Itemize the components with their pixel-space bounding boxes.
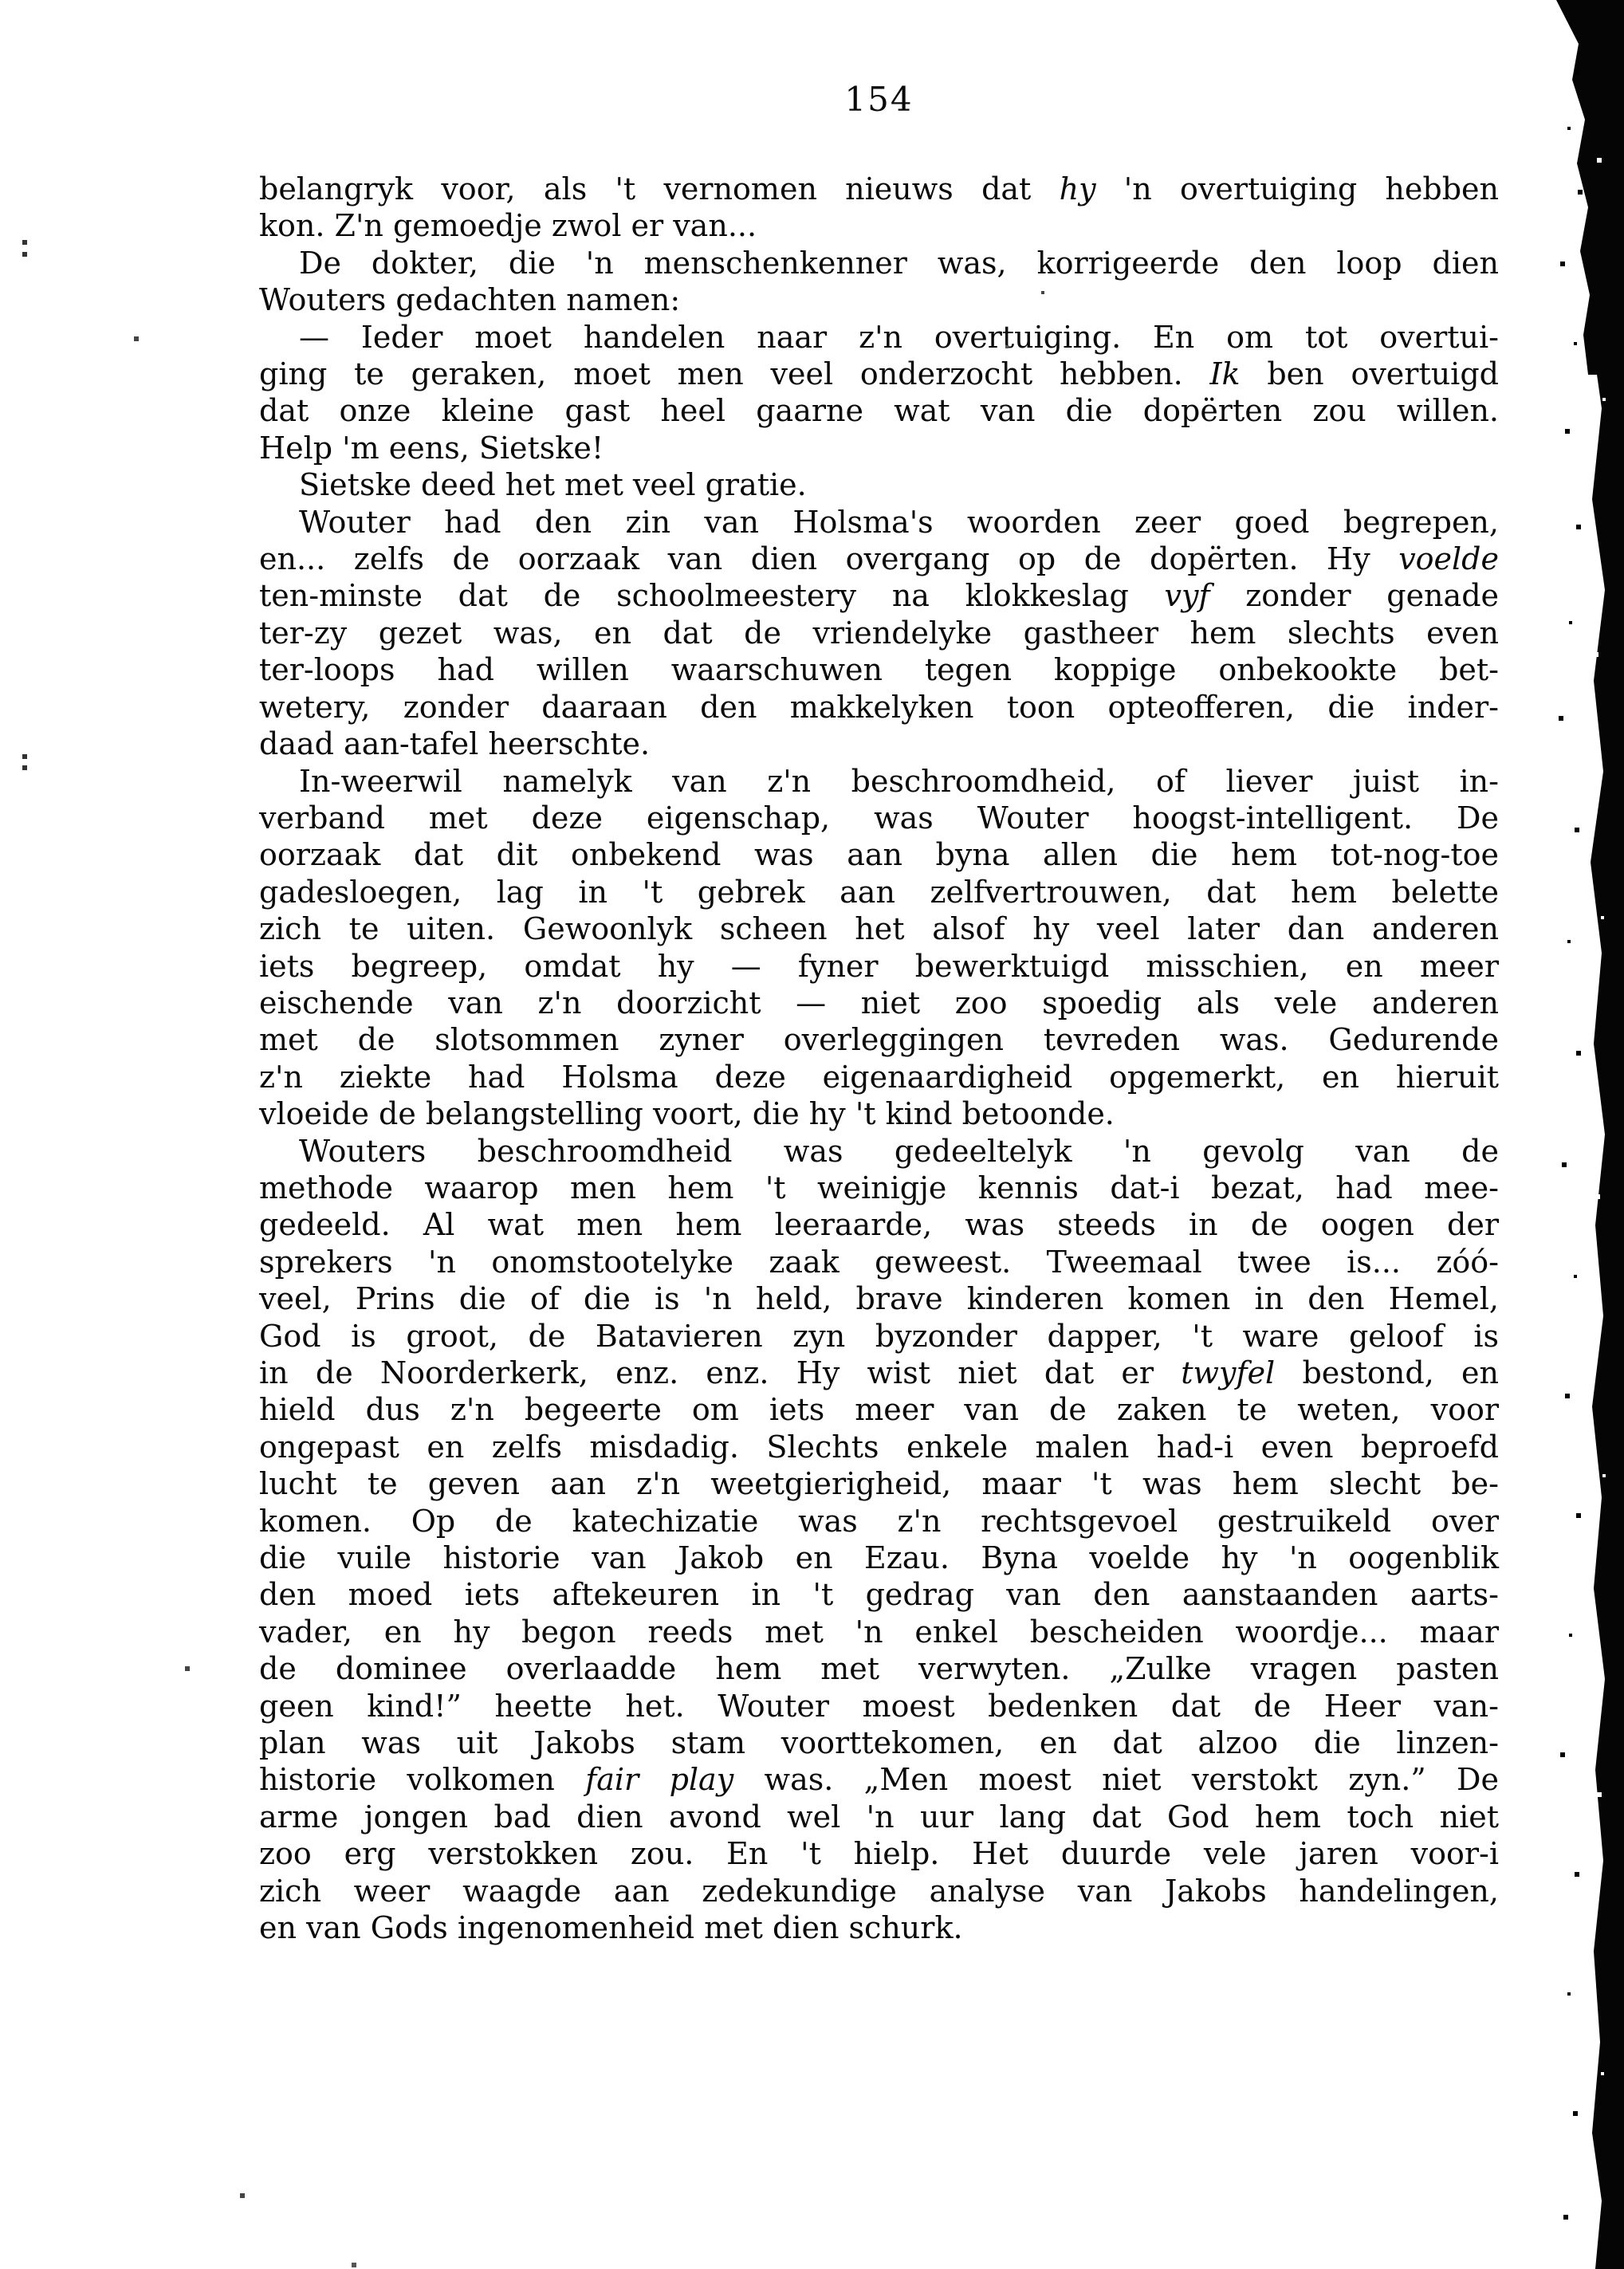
text-segment: ben overtuigd — [1240, 356, 1499, 392]
text-segment: plan was uit Jakobs stam voorttekomen, en dat alzoo die linzen- — [259, 1725, 1499, 1761]
text-line — [259, 651, 1499, 688]
text-line — [259, 1206, 1499, 1243]
text-block — [259, 171, 1499, 1947]
text-line — [259, 1059, 1499, 1095]
text-line — [259, 1391, 1499, 1428]
text-segment: Wouters beschroomdheid was gedeeltelyk 'n gevolg van de — [299, 1133, 1499, 1169]
text-segment: en... zelfs de oorzaak van dien overgang op de dopërten. Hy — [259, 541, 1399, 577]
text-line — [259, 466, 1499, 503]
italic-text-segment: voelde — [1398, 541, 1499, 577]
text-line — [259, 577, 1499, 614]
text-line — [259, 1724, 1499, 1761]
text-segment: verband met deze eigenschap, was Wouter hoogst-intelligent. De — [259, 800, 1499, 836]
margin-specks — [0, 0, 2, 2]
text-segment: Sietske deed het met veel gratie. — [299, 467, 807, 503]
text-segment: daad aan-tafel heerschte. — [259, 726, 651, 762]
text-segment: kon. Z'n gemoedje zwol er van... — [259, 208, 757, 244]
text-segment: De dokter, die 'n menschenkenner was, korrigeerde den loop dien — [299, 245, 1499, 281]
text-line — [259, 1318, 1499, 1355]
text-segment: sprekers 'n onomstootelyke zaak geweest. Tweemaal twee is... zóó- — [259, 1244, 1499, 1280]
text-line — [259, 541, 1499, 577]
text-segment: de dominee overlaadde hem met verwyten. „Zulke vragen pasten — [259, 1651, 1499, 1687]
text-segment: methode waarop men hem 't weinigje kennis dat-i bezat, had mee- — [259, 1170, 1499, 1205]
text-line — [259, 726, 1499, 762]
text-segment: gedeeld. Al wat men hem leeraarde, was steeds in de oogen der — [259, 1207, 1499, 1243]
text-segment: die vuile historie van Jakob en Ezau. Byna voelde hy 'n oogenblik — [259, 1540, 1499, 1576]
text-segment: 'n overtuiging hebben — [1095, 171, 1500, 206]
text-line — [259, 800, 1499, 836]
text-line — [259, 615, 1499, 651]
text-line — [259, 1873, 1499, 1909]
text-line — [259, 1429, 1499, 1465]
text-segment: komen. Op de katechizatie was z'n rechtsgevoel gestruikeld over — [259, 1503, 1499, 1539]
text-segment: ter-loops had willen waarschuwen tegen koppige onbekookte bet- — [259, 652, 1499, 688]
text-segment: in de Noorderkerk, enz. enz. Hy wist niet dat er — [259, 1355, 1182, 1390]
text-line — [259, 1650, 1499, 1687]
page-number: 154 — [844, 80, 914, 119]
text-segment: ging te geraken, moet men veel onderzocht hebben. — [259, 356, 1210, 392]
text-segment: met de slotsommen zyner overleggingen tevreden was. Gedurende — [259, 1022, 1499, 1058]
text-segment: Wouter had den zin van Holsma's woorden zeer goed begrepen, — [299, 504, 1499, 540]
text-line — [259, 836, 1499, 873]
italic-text-segment: hy — [1059, 171, 1096, 206]
italic-text-segment: vyf — [1164, 578, 1210, 614]
text-line — [259, 1280, 1499, 1317]
text-line — [259, 1688, 1499, 1724]
text-line — [259, 430, 1499, 466]
text-segment: dat onze kleine gast heel gaarne wat van die dopërten zou willen. — [259, 393, 1499, 429]
text-segment: veel, Prins die of die is 'n held, brave kinderen komen in den Hemel, — [259, 1281, 1499, 1317]
text-segment: geen kind!” heette het. Wouter moest bedenken dat de Heer van- — [259, 1688, 1499, 1724]
text-line — [259, 1170, 1499, 1206]
text-segment: vader, en hy begon reeds met 'n enkel bescheiden woordje... maar — [259, 1614, 1499, 1650]
text-line — [259, 1244, 1499, 1280]
text-line — [259, 948, 1499, 985]
text-segment: en van Gods ingenomenheid met dien schurk. — [259, 1910, 963, 1946]
text-line — [259, 1835, 1499, 1872]
text-segment: was. „Men moest niet verstokt zyn.” De — [733, 1762, 1500, 1798]
text-line — [259, 1095, 1499, 1132]
text-segment: ten-minste dat de schoolmeestery na klokkeslag — [259, 578, 1165, 614]
scan-edge-top-artifact — [1548, 0, 1624, 375]
text-segment: zoo erg verstokken zou. En 't hielp. Het duurde vele jaren voor-i — [259, 1836, 1499, 1872]
text-line — [259, 763, 1499, 800]
text-line — [259, 1761, 1499, 1798]
text-line — [259, 1355, 1499, 1391]
text-segment: zich te uiten. Gewoonlyk scheen het alsof hy veel later dan anderen — [259, 911, 1499, 947]
text-line — [259, 1021, 1499, 1058]
text-segment: God is groot, de Batavieren zyn byzonder dapper, 't ware geloof is — [259, 1318, 1499, 1354]
italic-text-segment: Ik — [1209, 356, 1241, 392]
text-segment: den moed iets aftekeuren in 't gedrag van den aanstaanden aarts- — [259, 1577, 1499, 1613]
text-segment: lucht te geven aan z'n weetgierigheid, maar 't was hem slecht be- — [259, 1466, 1499, 1502]
text-segment: belangryk voor, als 't vernomen nieuws dat — [259, 171, 1060, 206]
text-segment: wetery, zonder daaraan den makkelyken toon opteofferen, die inder- — [259, 689, 1499, 725]
text-segment: In-weerwil namelyk van z'n beschroomdheid, of liever juist in- — [299, 763, 1499, 799]
text-segment: vloeide de belangstelling voort, die hy 't kind betoonde. — [259, 1096, 1115, 1132]
text-line — [259, 985, 1499, 1021]
text-segment: historie volkomen — [259, 1762, 586, 1798]
text-line — [259, 1133, 1499, 1170]
text-line — [259, 1576, 1499, 1613]
text-segment: zonder genade — [1209, 578, 1500, 614]
text-line — [259, 1614, 1499, 1650]
text-segment: z'n ziekte had Holsma deze eigenaardigheid opgemerkt, en hieruit — [259, 1059, 1499, 1095]
text-segment: gadesloegen, lag in 't gebrek aan zelfvertrouwen, dat hem belette — [259, 874, 1499, 910]
text-segment: iets begreep, omdat hy — fyner bewerktuigd misschien, en meer — [259, 948, 1499, 984]
text-segment: eischende van z'n doorzicht — niet zoo spoedig als vele anderen — [259, 985, 1499, 1020]
text-line — [259, 392, 1499, 429]
text-segment: ongepast en zelfs misdadig. Slechts enkele malen had-i even beproefd — [259, 1429, 1499, 1465]
italic-text-segment: twyfel — [1181, 1355, 1276, 1390]
scan-speckles-dark — [1583, 0, 1584, 2]
text-line — [259, 1540, 1499, 1576]
text-line — [259, 356, 1499, 392]
text-line — [259, 1799, 1499, 1835]
text-line — [259, 319, 1499, 356]
text-segment: — Ieder moet handelen naar z'n overtuiging. En om tot overtui- — [299, 319, 1499, 355]
text-segment: arme jongen bad dien avond wel 'n uur lang dat God hem toch niet — [259, 1799, 1499, 1834]
text-line — [259, 504, 1499, 541]
text-segment: Help 'm eens, Sietske! — [259, 430, 604, 466]
text-segment: hield dus z'n begeerte om iets meer van de zaken te weten, voor — [259, 1392, 1499, 1428]
text-segment: bestond, en — [1275, 1355, 1499, 1390]
italic-text-segment: fair play — [585, 1762, 734, 1798]
text-line — [259, 874, 1499, 910]
text-segment: oorzaak dat dit onbekend was aan byna allen die hem tot-nog-toe — [259, 837, 1499, 873]
text-line — [259, 1503, 1499, 1540]
text-segment: Wouters gedachten namen: — [259, 282, 681, 318]
text-line — [259, 245, 1499, 281]
text-line — [259, 281, 1499, 318]
text-line — [259, 1465, 1499, 1502]
text-line — [259, 910, 1499, 947]
text-line — [259, 1909, 1499, 1946]
text-line — [259, 689, 1499, 726]
text-segment: zich weer waagde aan zedekundige analyse van Jakobs handelingen, — [259, 1873, 1499, 1909]
text-line — [259, 171, 1499, 207]
text-segment: ter-zy gezet was, en dat de vriendelyke gastheer hem slechts even — [259, 615, 1499, 651]
text-line — [259, 207, 1499, 244]
